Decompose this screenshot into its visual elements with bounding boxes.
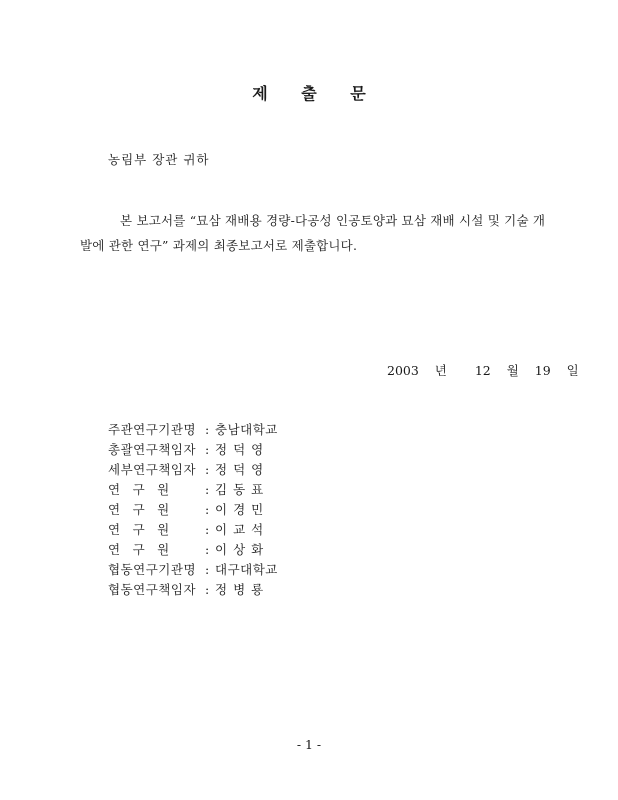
staff-value: 충남대학교 (215, 422, 278, 437)
staff-value: 이경민 (215, 502, 270, 517)
addressee-line: 농림부 장관 귀하 (108, 152, 210, 167)
date-year-unit: 년 (434, 363, 447, 378)
staff-row (108, 420, 278, 440)
staff-value: 정병룡 (215, 582, 270, 597)
staff-value: 정덕영 (215, 462, 270, 477)
staff-role: 연 구 원 (108, 542, 170, 557)
staff-row (108, 500, 278, 520)
staff-role: 연 구 원 (108, 522, 170, 537)
staff-value: 정덕영 (215, 442, 270, 457)
date-day-unit: 일 (566, 363, 579, 378)
staff-role: 주관연구기관명 (108, 422, 197, 437)
staff-separator: : (205, 502, 210, 517)
staff-row (108, 560, 278, 580)
staff-row (108, 540, 278, 560)
staff-role: 연 구 원 (108, 502, 170, 517)
staff-separator: : (205, 582, 210, 597)
staff-row (108, 440, 278, 460)
staff-separator: : (205, 482, 210, 497)
staff-row (108, 580, 278, 600)
staff-separator: : (205, 462, 210, 477)
staff-row (108, 520, 278, 540)
staff-role: 협동연구책임자 (108, 582, 197, 597)
staff-separator: : (205, 522, 210, 537)
staff-separator: : (205, 422, 210, 437)
date-year: 2003 (387, 363, 419, 378)
date-day: 19 (534, 363, 551, 378)
staff-row (108, 480, 278, 500)
staff-separator: : (205, 442, 210, 457)
submission-date (387, 361, 579, 379)
staff-role: 협동연구기관명 (108, 562, 197, 577)
date-month-unit: 월 (506, 363, 519, 378)
submission-text-line-2: 발에 관한 연구” 과제의 최종보고서로 제출합니다. (80, 238, 358, 253)
staff-role: 연 구 원 (108, 482, 170, 497)
staff-row (108, 460, 278, 480)
staff-value: 이교석 (215, 522, 270, 537)
staff-value: 김동표 (215, 482, 270, 497)
staff-value: 이상화 (215, 542, 270, 557)
research-staff-list (108, 420, 278, 600)
staff-role: 총괄연구책임자 (108, 442, 197, 457)
staff-separator: : (205, 562, 210, 577)
date-month: 12 (474, 363, 491, 378)
staff-role: 세부연구책임자 (108, 462, 197, 477)
page-number: - 1 - (296, 737, 322, 752)
staff-separator: : (205, 542, 210, 557)
document-title: 제 출 문 (252, 84, 380, 103)
staff-value: 대구대학교 (215, 562, 278, 577)
submission-text-line-1: 본 보고서를 “묘삼 재배용 경량-다공성 인공토양과 묘삼 재배 시설 및 기술 개 (120, 213, 546, 228)
